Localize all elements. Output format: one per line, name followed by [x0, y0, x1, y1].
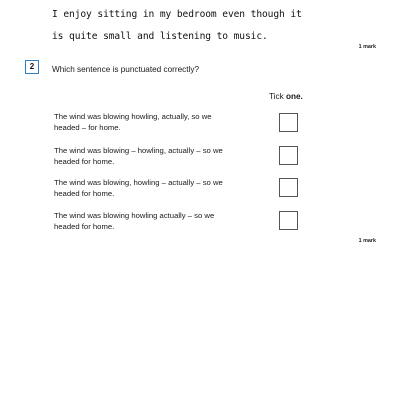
option-3-line-2: headed for home.: [54, 188, 115, 198]
mark-label: 1 mark: [358, 238, 376, 244]
question-text: Which sentence is punctuated correctly?: [52, 65, 199, 74]
option-3-checkbox[interactable]: [279, 178, 298, 197]
option-4-line-2: headed for home.: [54, 221, 115, 231]
option-3-line-1: The wind was blowing, howling – actually – so we: [54, 178, 223, 187]
option-2-line-1: The wind was blowing – howling, actually – so we: [54, 146, 223, 155]
tick-instruction: [269, 92, 303, 101]
option-2-text: [54, 146, 269, 168]
tick-prefix: Tick: [269, 92, 286, 101]
handwritten-answer-line-1: I enjoy sitting in my bedroom even though it: [52, 9, 302, 20]
option-3-text: [54, 178, 269, 200]
option-2-line-2: headed for home.: [54, 156, 115, 166]
option-4-checkbox[interactable]: [279, 211, 298, 230]
option-4-text: [54, 211, 269, 233]
mark-label: 1 mark: [358, 44, 376, 50]
tick-emphasis: one.: [285, 92, 303, 101]
option-4-line-1: The wind was blowing howling actually – so we: [54, 211, 215, 220]
option-1-line-2: headed – for home.: [54, 122, 121, 132]
option-1-text: [54, 112, 269, 134]
option-2-checkbox[interactable]: [279, 146, 298, 165]
option-1-checkbox[interactable]: [279, 113, 298, 132]
question-number: 2: [25, 60, 39, 74]
handwritten-answer-line-2: is quite small and listening to music.: [52, 31, 268, 42]
option-1-line-1: The wind was blowing howling, actually, so we: [54, 112, 212, 121]
